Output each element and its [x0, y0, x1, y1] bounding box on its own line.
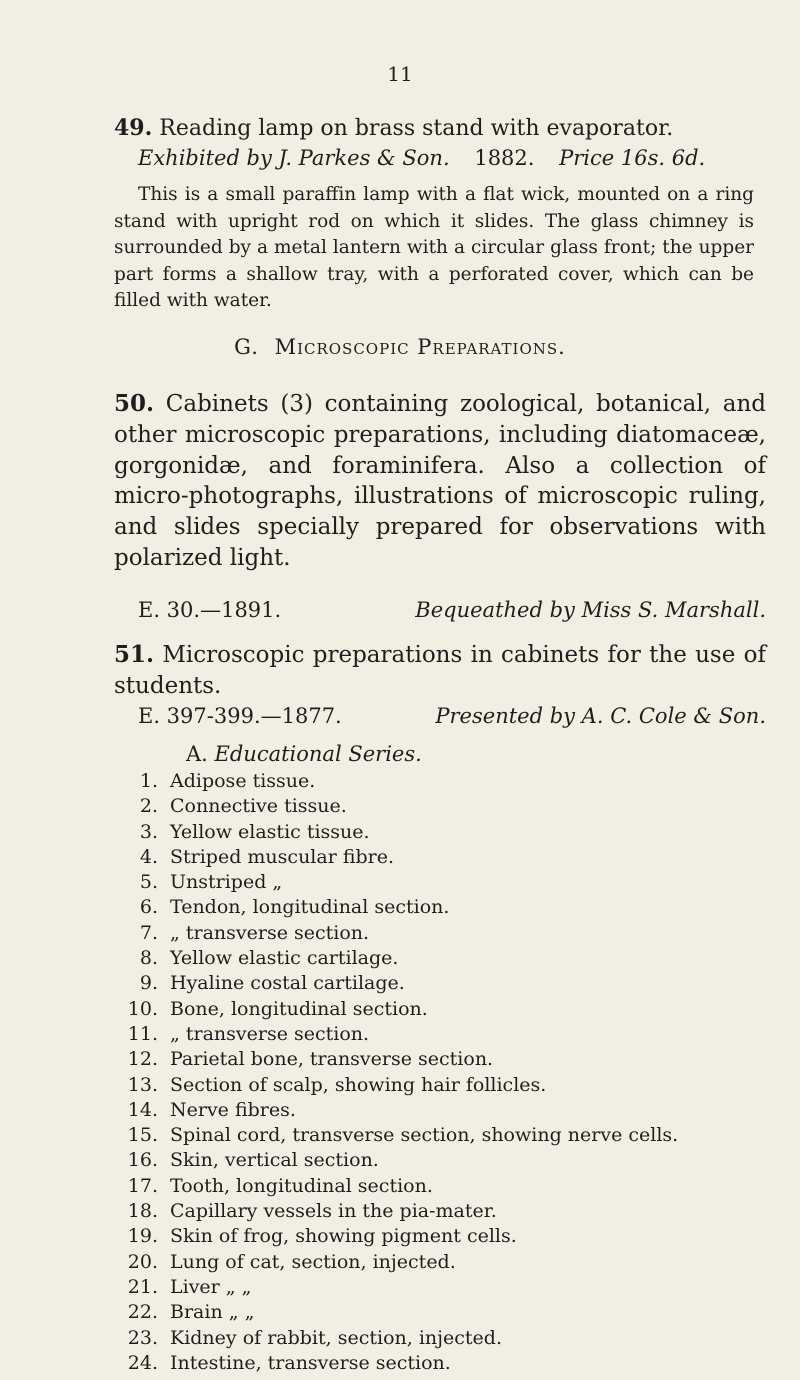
entry-number: 51. — [114, 641, 155, 668]
item-text: Brain „ „ — [170, 1301, 255, 1324]
item-number: 12. — [127, 1048, 158, 1071]
entry-credit: Bequeathed by Miss S. Marshall. — [415, 598, 766, 622]
entry-49-heading — [114, 113, 673, 144]
list-item — [120, 947, 678, 972]
item-text: Bone, longitudinal section. — [170, 997, 428, 1020]
item-number: 20. — [127, 1250, 158, 1273]
item-number: 2. — [139, 795, 158, 818]
list-item — [120, 922, 678, 947]
entry-49-credit-line — [138, 146, 705, 170]
item-text: Connective tissue. — [170, 795, 347, 818]
entry-50-reference-line — [138, 598, 766, 622]
item-number: 14. — [127, 1098, 158, 1121]
item-number: 4. — [139, 845, 158, 868]
entry-50-text-block — [114, 389, 766, 574]
list-item — [120, 795, 678, 820]
list-item — [120, 1149, 678, 1174]
educational-series-list — [120, 770, 678, 1377]
entry-49-description: This is a small paraffin lamp with a flat wick, mounted on a ring stand with upright rod on which it slides. The glass chimney is surrounded by a metal lantern with a circular glass front; the upper part forms a shallow tray, with a perforated cover, which can be filled with water. — [114, 184, 754, 311]
series-heading — [186, 742, 422, 766]
list-item — [120, 1301, 678, 1326]
item-text: Spinal cord, transverse section, showing nerve cells. — [170, 1124, 679, 1147]
list-item — [120, 1276, 678, 1301]
entry-51-reference-line — [138, 704, 766, 728]
item-number: 13. — [127, 1073, 158, 1096]
item-text: Hyaline costal cartilage. — [170, 972, 405, 995]
item-text: Capillary vessels in the pia-mater. — [170, 1200, 497, 1223]
list-item — [120, 1200, 678, 1225]
section-heading — [0, 335, 800, 359]
item-text: Nerve fibres. — [170, 1098, 296, 1121]
item-text: Tendon, longitudinal section. — [170, 896, 450, 919]
item-text: Kidney of rabbit, section, injected. — [170, 1326, 502, 1349]
list-item — [120, 1251, 678, 1276]
item-number: 23. — [127, 1326, 158, 1349]
item-text: Skin, vertical section. — [170, 1149, 379, 1172]
item-number: 7. — [139, 921, 158, 944]
item-text: Parietal bone, transverse section. — [170, 1048, 494, 1071]
list-item — [120, 871, 678, 896]
item-number: 6. — [139, 896, 158, 919]
list-item — [120, 1352, 678, 1377]
list-item — [120, 1048, 678, 1073]
item-number: 22. — [127, 1301, 158, 1324]
list-item — [120, 896, 678, 921]
item-number: 18. — [127, 1200, 158, 1223]
list-item — [120, 821, 678, 846]
list-item — [120, 1023, 678, 1048]
list-item — [120, 1074, 678, 1099]
item-text: Lung of cat, section, injected. — [170, 1250, 456, 1273]
item-number: 5. — [139, 871, 158, 894]
list-item — [120, 1327, 678, 1352]
item-text: Striped muscular fibre. — [170, 845, 395, 868]
entry-credit: Presented by A. C. Cole & Son. — [435, 704, 766, 728]
item-text: Adipose tissue. — [170, 770, 316, 792]
museum-number: E. 30.—1891. — [138, 598, 282, 622]
section-title: Microscopic Preparations. — [274, 335, 566, 359]
item-text: Intestine, transverse section. — [170, 1351, 451, 1374]
series-title: Educational Series. — [214, 742, 422, 766]
item-text: Section of scalp, showing hair follicles. — [170, 1073, 547, 1096]
list-item — [120, 1099, 678, 1124]
page-number: 11 — [387, 62, 413, 86]
item-text: Skin of frog, showing pigment cells. — [170, 1225, 517, 1248]
list-item — [120, 972, 678, 997]
list-item — [120, 846, 678, 871]
item-text: Liver „ „ — [170, 1275, 252, 1298]
item-text: Yellow elastic cartilage. — [170, 947, 399, 970]
item-text: „ transverse section. — [170, 1022, 370, 1045]
entry-credit: Exhibited by J. Parkes & Son. — [138, 146, 450, 170]
entry-title: Reading lamp on brass stand with evaporator. — [159, 116, 674, 141]
item-number: 21. — [127, 1275, 158, 1298]
item-number: 1. — [139, 770, 158, 792]
list-item — [120, 998, 678, 1023]
list-item — [120, 770, 678, 795]
item-number: 8. — [139, 947, 158, 970]
item-number: 15. — [127, 1124, 158, 1147]
entry-text: Microscopic preparations in cabinets for the use of students. — [114, 642, 766, 699]
item-number: 17. — [127, 1174, 158, 1197]
list-item — [120, 1225, 678, 1250]
item-number: 16. — [127, 1149, 158, 1172]
entry-text: Cabinets (3) containing zoological, botanical, and other microscopic preparations, including diatomaceæ, gorgonidæ, and foraminifera. Also a collection of micro-photographs, illustrations of microscopic ruling, and slides specially prepared for observations with polarized light. — [114, 391, 766, 571]
entry-number: 49. — [114, 115, 153, 141]
item-text: Tooth, longitudinal section. — [170, 1174, 433, 1197]
item-number: 10. — [127, 997, 158, 1020]
item-number: 19. — [127, 1225, 158, 1248]
item-text: „ transverse section. — [170, 921, 370, 944]
item-number: 11. — [127, 1022, 158, 1045]
entry-year: 1882. — [474, 146, 535, 170]
list-item — [120, 1124, 678, 1149]
museum-number: E. 397-399.—1877. — [138, 704, 342, 728]
list-item — [120, 1175, 678, 1200]
item-text: Yellow elastic tissue. — [170, 820, 370, 843]
entry-number: 50. — [114, 390, 155, 417]
item-number: 3. — [139, 820, 158, 843]
series-prefix: A. — [186, 742, 208, 766]
entry-price: Price 16s. 6d. — [559, 146, 706, 170]
item-number: 24. — [127, 1351, 158, 1374]
item-number: 9. — [139, 972, 158, 995]
item-text: Unstriped „ — [170, 871, 283, 894]
section-letter: G. — [234, 335, 259, 359]
entry-51-text-block — [114, 640, 766, 702]
